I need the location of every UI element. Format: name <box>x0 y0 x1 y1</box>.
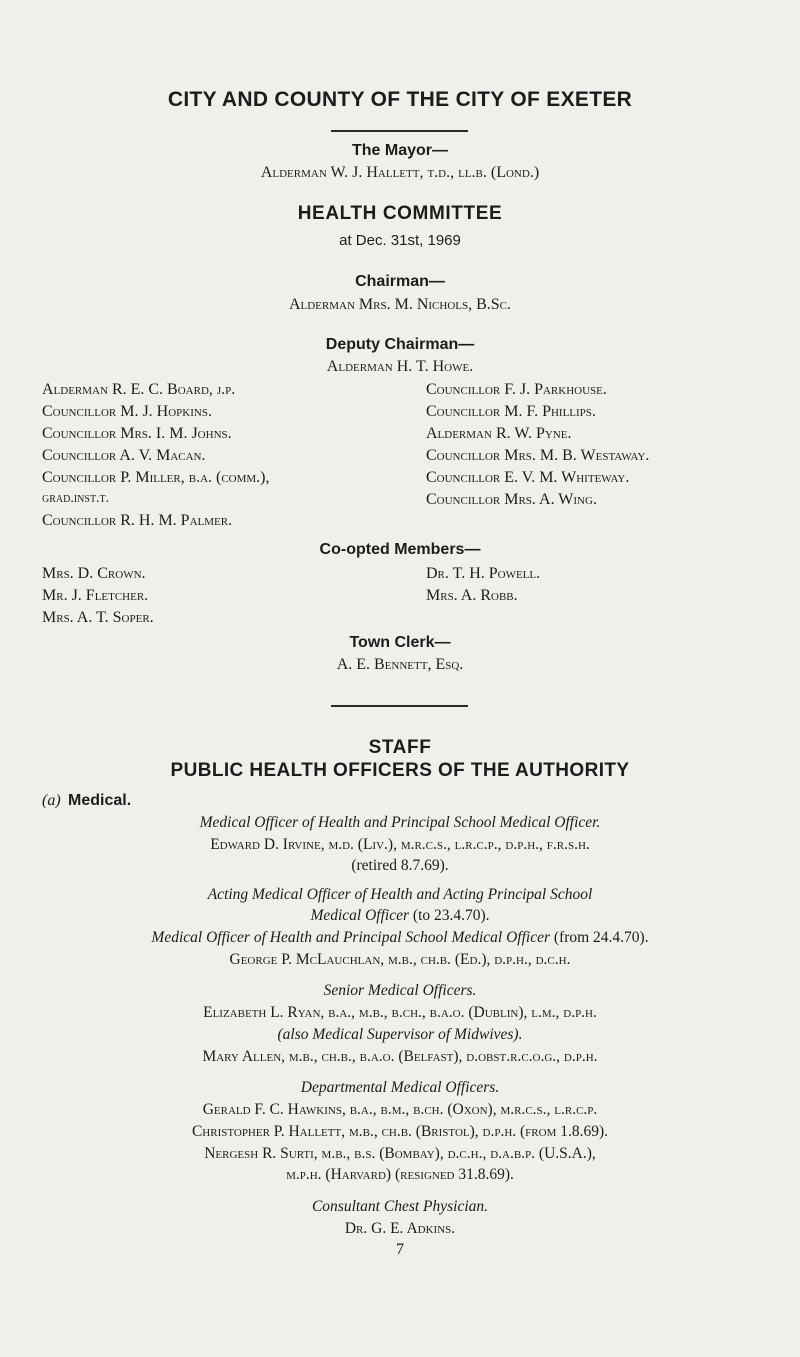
post-title-text: Medical Officer of Health and Principal School Medical Officer <box>151 929 551 946</box>
post-title-text: Medical Officer <box>310 907 410 924</box>
chairman-name: Alderman Mrs. M. Nichols, B.Sc. <box>288 296 512 313</box>
post-title: Acting Medical Officer of Health and Acting Principal School <box>207 886 593 903</box>
post-title: Departmental Medical Officers. <box>300 1079 500 1096</box>
title-divider <box>331 130 468 132</box>
committee-member: Councillor P. Miller, b.a. (comm.), <box>42 469 270 486</box>
post-title: Senior Medical Officers. <box>323 982 477 999</box>
officer-entry-continued: m.p.h. (Harvard) (resigned 31.8.69). <box>286 1166 514 1183</box>
committee-member: Councillor R. H. M. Palmer. <box>42 512 233 529</box>
officer-entry: Gerald F. C. Hawkins, b.a., b.m., b.ch. (Oxon), m.r.c.s., l.r.c.p. <box>202 1101 598 1118</box>
post-date-note: (from 24.4.70). <box>553 929 649 946</box>
staff-subheading: PUBLIC HEALTH OFFICERS OF THE AUTHORITY <box>170 760 630 781</box>
committee-member: Councillor M. F. Phillips. <box>426 403 596 420</box>
committee-member: Councillor Mrs. I. M. Johns. <box>42 425 232 442</box>
officer-note: (retired 8.7.69). <box>351 857 449 874</box>
officer-entry: Mary Allen, m.b., ch.b., b.a.o. (Belfast), d.obst.r.c.o.g., d.p.h. <box>202 1048 598 1065</box>
page-number: 7 <box>396 1241 404 1258</box>
committee-member: Alderman R. W. Pyne. <box>426 425 572 442</box>
committee-member: Councillor M. J. Hopkins. <box>42 403 212 420</box>
committee-member-qualification: grad.inst.t. <box>42 491 110 506</box>
post-title-line <box>0 929 800 947</box>
document-title: CITY AND COUNTY OF THE CITY OF EXETER <box>167 88 633 111</box>
officer-entry: Dr. G. E. Adkins. <box>344 1220 456 1237</box>
deputy-chairman-heading: Deputy Chairman— <box>325 336 475 353</box>
coopted-member: Dr. T. H. Powell. <box>426 565 541 582</box>
section-title: Medical. <box>68 792 132 809</box>
committee-member: Councillor Mrs. M. B. Westaway. <box>426 447 650 464</box>
mayor-name: Alderman W. J. Hallett, t.d., ll.b. (Lond.) <box>260 164 540 181</box>
committee-member: Councillor F. J. Parkhouse. <box>426 381 607 398</box>
officer-entry: Edward D. Irvine, m.d. (Liv.), m.r.c.s., l.r.c.p., d.p.h., f.r.s.h. <box>210 836 590 853</box>
officer-note: (also Medical Supervisor of Midwives). <box>277 1026 523 1043</box>
post-date-note: (to 23.4.70). <box>412 907 490 924</box>
staff-heading: STAFF <box>368 737 432 758</box>
coopted-heading: Co-opted Members— <box>319 541 481 558</box>
chairman-heading: Chairman— <box>355 273 445 290</box>
committee-member: Councillor Mrs. A. Wing. <box>426 491 597 508</box>
post-title-continued <box>0 907 800 925</box>
officer-entry: Nergesh R. Surti, m.b., b.s. (Bombay), d.c.h., d.a.b.p. (U.S.A.), <box>204 1145 596 1162</box>
committee-heading: HEALTH COMMITTEE <box>297 203 503 224</box>
coopted-member: Mrs. D. Crown. <box>42 565 146 582</box>
mayor-heading: The Mayor— <box>351 142 448 159</box>
post-title: Consultant Chest Physician. <box>311 1198 489 1215</box>
committee-member: Councillor A. V. Macan. <box>42 447 206 464</box>
deputy-chairman-name: Alderman H. T. Howe. <box>326 358 474 375</box>
committee-date: at Dec. 31st, 1969 <box>339 232 461 249</box>
section-label: (a) <box>42 792 61 809</box>
officer-entry: Christopher P. Hallett, m.b., ch.b. (Bristol), d.p.h. (from 1.8.69). <box>191 1123 609 1140</box>
town-clerk-heading: Town Clerk— <box>349 634 451 651</box>
coopted-member: Mrs. A. T. Soper. <box>42 609 154 626</box>
officer-entry: George P. McLauchlan, m.b., ch.b. (Ed.), d.p.h., d.c.h. <box>229 951 571 968</box>
committee-member: Councillor E. V. M. Whiteway. <box>426 469 630 486</box>
post-title: Medical Officer of Health and Principal School Medical Officer. <box>199 814 601 831</box>
coopted-member: Mrs. A. Robb. <box>426 587 518 604</box>
coopted-member: Mr. J. Fletcher. <box>42 587 149 604</box>
staff-divider <box>331 705 468 707</box>
town-clerk-name: A. E. Bennett, Esq. <box>336 656 464 673</box>
officer-entry: Elizabeth L. Ryan, b.a., m.b., b.ch., b.a.o. (Dublin), l.m., d.p.h. <box>203 1004 597 1021</box>
committee-member: Alderman R. E. C. Board, j.p. <box>42 381 236 398</box>
